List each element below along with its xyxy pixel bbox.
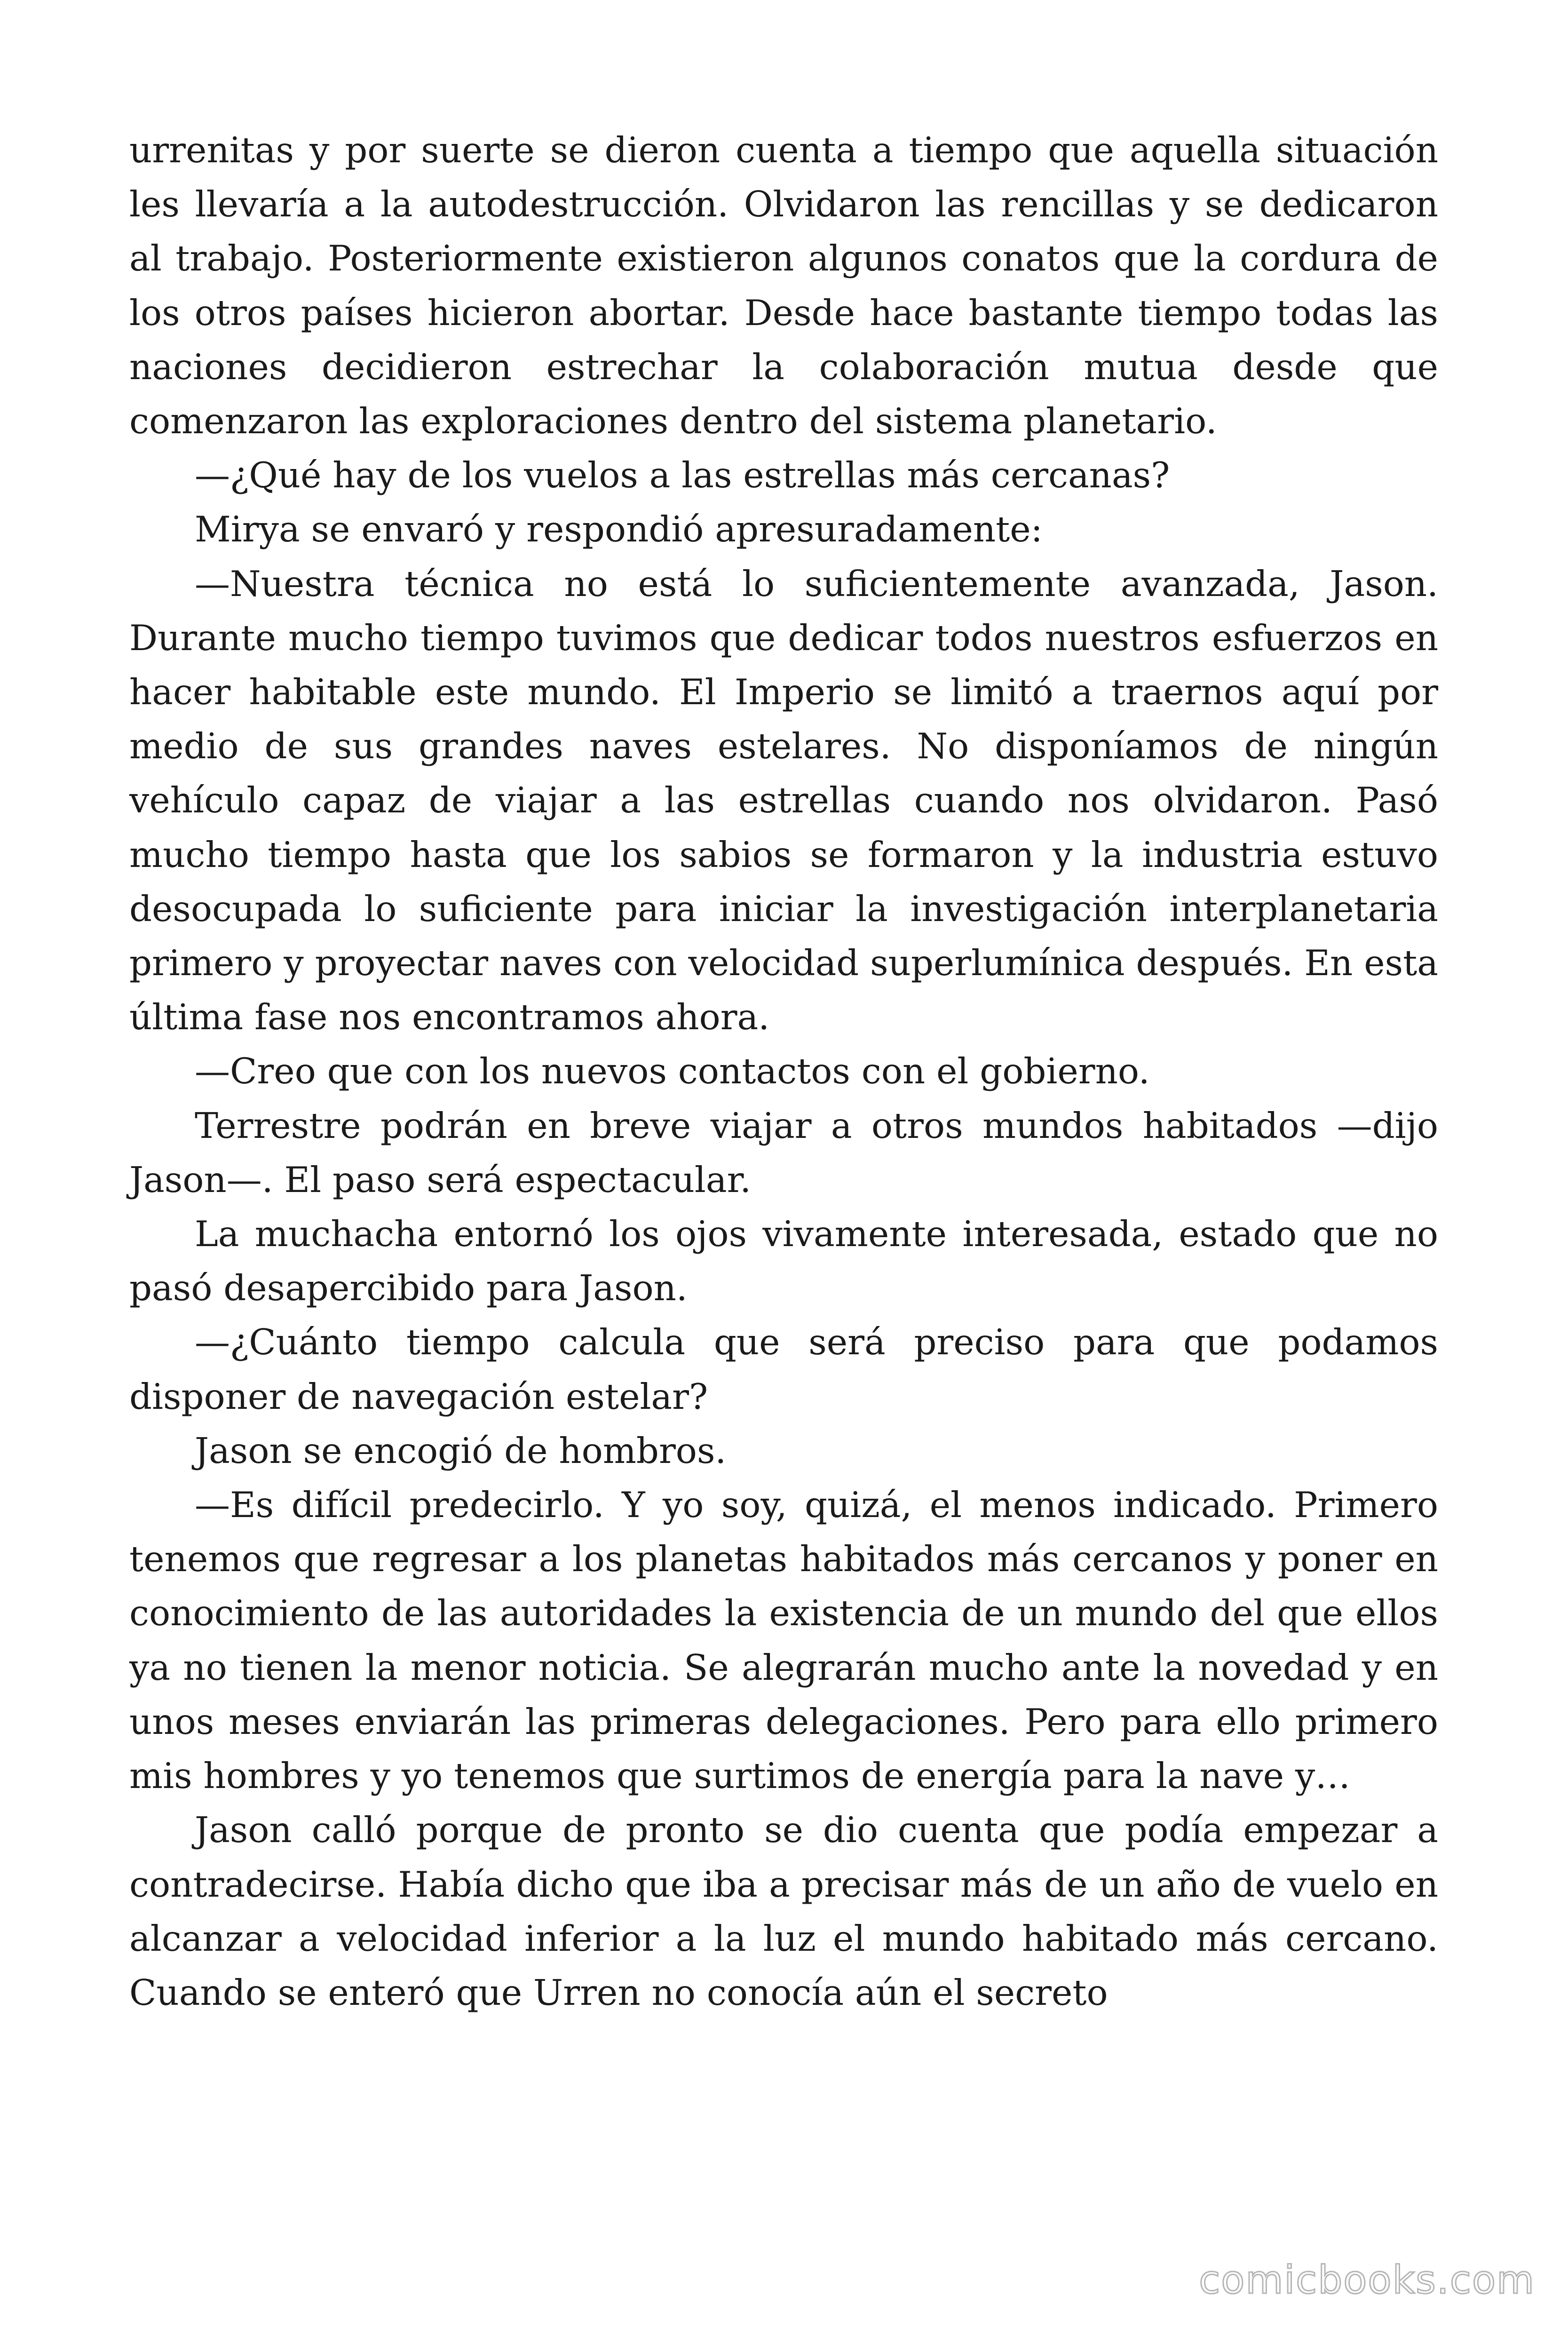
paragraph-4: —Nuestra técnica no está lo suficientemente avanzada, Jason. Durante mucho tiempo tuvimos que dedicar todos nuestros esfuerzos en hacer habitable este mundo. El Imperio se limitó a traernos aquí por medio de sus grandes naves estelares. No disponíamos de ningún vehículo capaz de viajar a las estrellas cuando nos olvidaron. Pasó mucho tiempo hasta que los sabios se formaron y la industria estuvo desocupada lo suficiente para iniciar la investigación interplanetaria primero y proyectar naves con velocidad superlumínica después. En esta última fase nos encontramos ahora. <box>129 563 1438 1038</box>
paragraph-8: —¿Cuánto tiempo calcula que será preciso para que podamos disponer de navegación estelar? <box>129 1321 1438 1417</box>
book-page-text <box>129 123 1438 2020</box>
paragraph-2: —¿Qué hay de los vuelos a las estrellas más cercanas? <box>195 454 1170 496</box>
paragraph-11: Jason calló porque de pronto se dio cuenta que podía empezar a contradecirse. Había dicho que iba a precisar más de un año de vuelo en alcanzar a velocidad inferior a la luz el mundo habitado más cercano. Cuando se enteró que Urren no conocía aún el secreto <box>129 1809 1438 2013</box>
paragraph-3: Mirya se envaró y respondió apresuradamente: <box>195 509 1043 550</box>
paragraph-10: —Es difícil predecirlo. Y yo soy, quizá, el menos indicado. Primero tenemos que regresar a los planetas habitados más cercanos y poner en conocimiento de las autoridades la existencia de un mundo del que ellos ya no tienen la menor noticia. Se alegrarán mucho ante la novedad y en unos meses enviarán las primeras delegaciones. Pero para ello primero mis hombres y yo tenemos que surtimos de energía para la nave y… <box>129 1484 1438 1797</box>
paragraph-7: La muchacha entornó los ojos vivamente interesada, estado que no pasó desapercibido para Jason. <box>129 1213 1438 1309</box>
paragraph-6: Terrestre podrán en breve viajar a otros mundos habitados —dijo Jason—. El paso será espectacular. <box>129 1104 1438 1200</box>
paragraph-1: urrenitas y por suerte se dieron cuenta a tiempo que aquella situación les llevaría a la autodestrucción. Olvidaron las rencillas y se dedicaron al trabajo. Posteriormente existieron algunos conatos que la cordura de los otros países hicieron abortar. Desde hace bastante tiempo todas las naciones decidieron estrechar la colaboración mutua desde que comenzaron las exploraciones dentro del sistema planetario. <box>129 129 1438 442</box>
paragraph-9: Jason se encogió de hombros. <box>195 1430 727 1471</box>
paragraph-5: —Creo que con los nuevos contactos con el gobierno. <box>195 1050 1150 1092</box>
watermark: comicbooks.com <box>1199 2258 1535 2303</box>
